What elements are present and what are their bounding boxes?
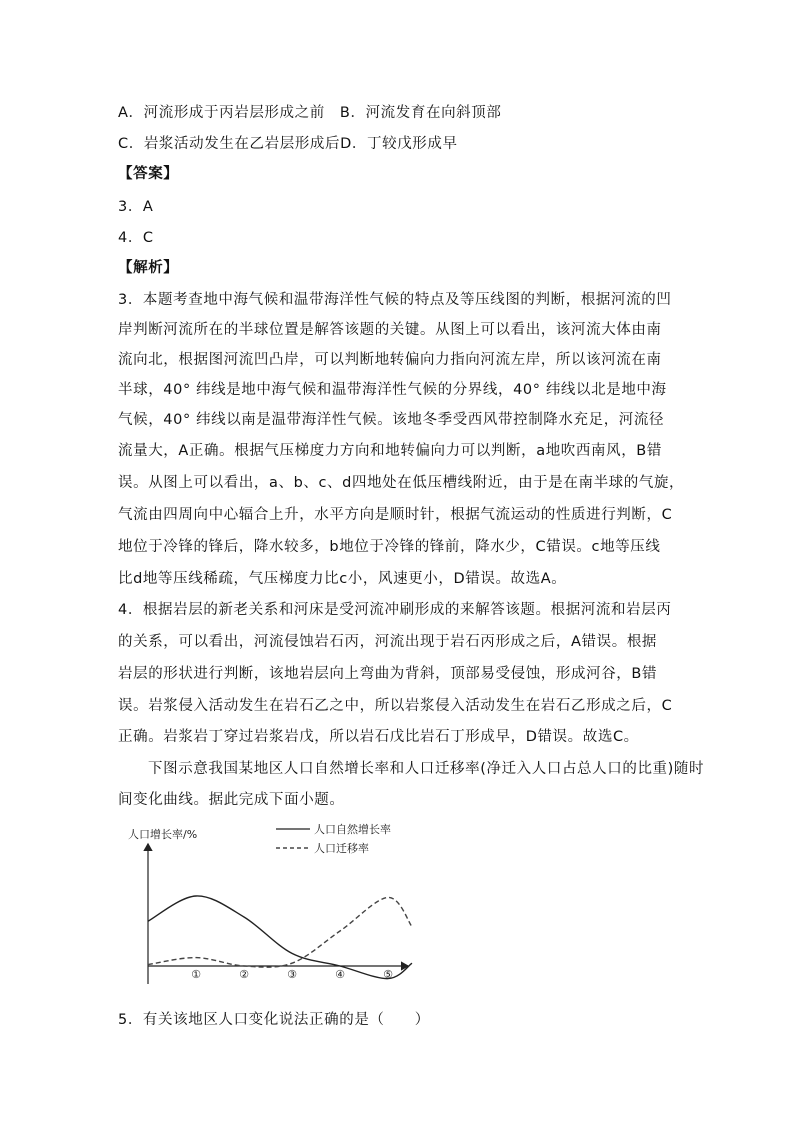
option-row-ab: A．河流形成于丙岩层形成之前 B．河流发育在向斜顶部 [118,105,502,121]
analysis-line: 正确。岩浆岩丁穿过岩浆岩戊，所以岩石戊比岩石丁形成早，D错误。故选C。 [118,729,639,745]
stage-label: ③ [287,968,297,981]
analysis-line: 岩层的形状进行判断，该地岩层向上弯曲为背斜，顶部易受侵蚀，形成河谷，B错 [118,666,658,682]
analysis-line: 比d地等压线稀疏，气压梯度力比c小，风速更小，D错误。故选A。 [118,571,567,587]
analysis-line: 流向北，根据图河流凹凸岸，可以判断地转偏向力指向河流左岸，所以该河流在南 [118,352,662,368]
y-axis-label: 人口增长率/% [128,828,198,841]
analysis-line: 4．根据岩层的新老关系和河床是受河流冲刷形成的来解答该题。根据河流和岩层丙 [118,602,672,618]
legend-label-migration: 人口迁移率 [314,842,369,855]
answer-heading: 【答案】 [118,166,179,182]
answer-4: 4．C [118,230,154,246]
answer-3: 3．A [118,199,154,215]
stage-label: ② [239,968,249,981]
population-chart [118,818,418,990]
analysis-line: 3．本题考查地中海气候和温带海洋性气候的特点及等压线图的判断，根据河流的凹 [118,292,672,308]
analysis-line: 流量大，A正确。根据气压梯度力方向和地转偏向力可以判断，a地吹西南风，B错 [118,443,662,459]
stage-label: ⑤ [383,968,393,981]
legend-label-natural: 人口自然增长率 [314,823,391,836]
analysis-line: 半球，40° 纬线是地中海气候和温带海洋性气候的分界线，40° 纬线以北是地中海 [118,382,667,398]
analysis-line: 误。从图上可以看出，a、b、c、d四地处在低压槽线附近，由于是在南半球的气旋， [118,475,685,491]
stage-label: ④ [335,968,345,981]
stage-label: ① [191,968,201,981]
analysis-line: 气候，40° 纬线以南是温带海洋性气候。该地冬季受西风带控制降水充足，河流径 [118,412,665,428]
question-5: 5．有关该地区人口变化说法正确的是（ ） [118,1012,430,1028]
intro-line-2: 间变化曲线。据此完成下面小题。 [118,792,345,808]
analysis-line: 气流由四周向中心辐合上升，水平方向是顺时针，根据气流运动的性质进行判断，C [118,507,673,523]
intro-line-1: 下图示意我国某地区人口自然增长率和人口迁移率(净迁入人口占总人口的比重)随时 [148,761,705,777]
analysis-line: 的关系，可以看出，河流侵蚀岩石丙，河流出现于岩石丙形成之后，A错误。根据 [118,634,658,650]
series-line-migration [148,897,412,967]
analysis-line: 地位于冷锋的锋后，降水较多，b地位于冷锋的锋前，降水少，C错误。c地等压线 [118,539,661,555]
analysis-heading: 【解析】 [118,260,179,276]
analysis-line: 岸判断河流所在的半球位置是解答该题的关键。从图上可以看出，该河流大体由南 [118,322,662,338]
analysis-line: 误。岩浆侵入活动发生在岩石乙之中，所以岩浆侵入活动发生在岩石乙形成之后，C [118,698,673,714]
option-row-cd: C．岩浆活动发生在乙岩层形成后D．丁较戊形成早 [118,136,458,152]
